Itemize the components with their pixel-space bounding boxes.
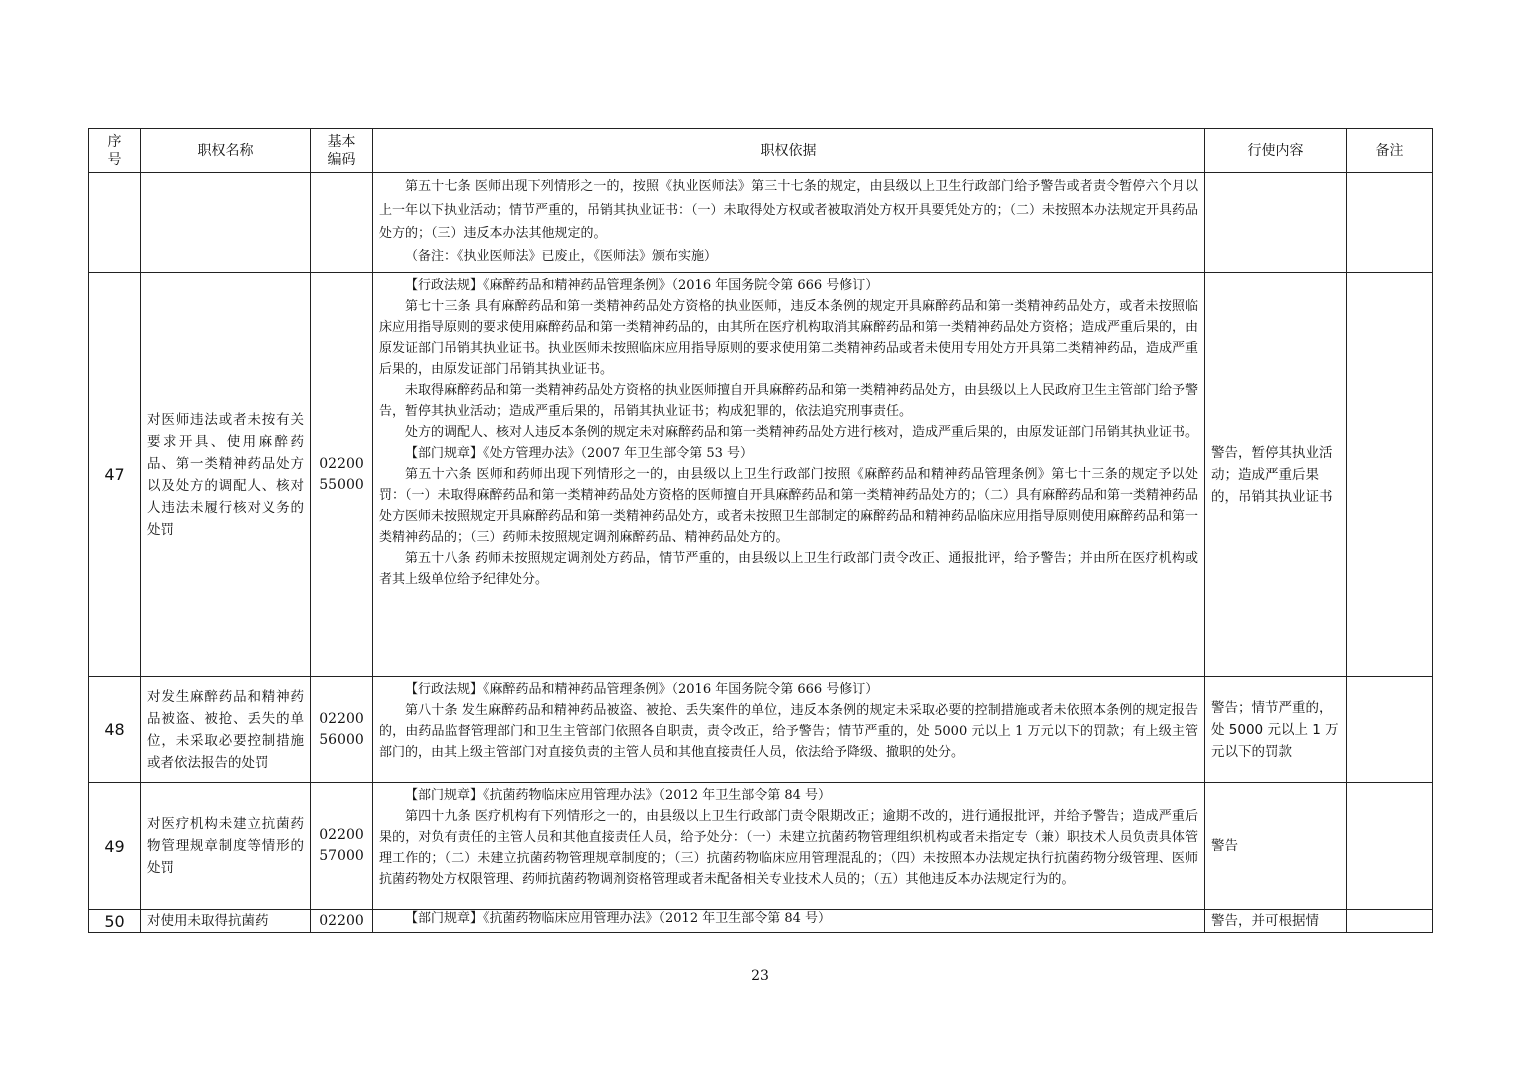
- basis-paragraph: 【行政法规】《麻醉药品和精神药品管理条例》（2016 年国务院令第 666 号修订）: [405, 278, 879, 293]
- basis-paragraph: 第七十三条 具有麻醉药品和第一类精神药品处方资格的执业医师，违反本条例的规定开具麻醉药品和第一类精神药品处方，或者未按照临床应用指导原则的要求使用麻醉药品和第一类精神药品的，由其所在医疗机构取消其麻醉药品和第一类精神药品处方资格；造成严重后果的，由原发证部门吊销其执业证书。执业医师未按照临床应用指导原则的要求使用第二类精神药品或者未使用专用处方开具第二类精神药品，造成严重后果的，由原发证部门吊销其执业证书。: [379, 299, 1199, 377]
- row-name: 对医师违法或者未按有关要求开具、使用麻醉药品、第一类精神药品处方以及处方的调配人、核对人违法未履行核对义务的处罚: [141, 273, 311, 677]
- row-content: 警告，暂停其执业活动；造成严重后果的，吊销其执业证书: [1205, 273, 1347, 677]
- table-row: [89, 173, 1433, 273]
- basis-paragraph: 第五十六条 医师和药师出现下列情形之一的，由县级以上卫生行政部门按照《麻醉药品和精神药品管理条例》第七十三条的规定予以处罚：（一）未取得麻醉药品和第一类精神药品处方资格的医师擅自开具麻醉药品和第一类精神药品处方的；（二）具有麻醉药品和第一类精神药品处方医师未按照规定开具麻醉药品和第一类精神药品处方，或者未按照卫生部制定的麻醉药品和精神药品临床应用指导原则使用麻醉药品和第一类精神药品的；（三）药师未按照规定调剂麻醉药品、精神药品处方的。: [379, 467, 1199, 545]
- basis-paragraph: 第五十八条 药师未按照规定调剂处方药品，情节严重的，由县级以上卫生行政部门责令改正、通报批评，给予警告；并由所在医疗机构或者其上级单位给予纪律处分。: [379, 551, 1198, 587]
- row-basis: [373, 783, 1205, 910]
- table-row: [89, 273, 1433, 677]
- authority-table: [88, 128, 1433, 933]
- basis-paragraph: （备注：《执业医师法》已废止，《医师法》颁布实施）: [405, 248, 718, 264]
- row-remark: [1347, 677, 1433, 783]
- header-seq: 序 号: [89, 129, 141, 173]
- row-content: 警告，并可根据情: [1205, 910, 1347, 933]
- table-row: [89, 910, 1433, 933]
- basis-paragraph: 处方的调配人、核对人违反本条例的规定未对麻醉药品和第一类精神药品处方进行核对，造成严重后果的，由原发证部门吊销其执业证书。: [405, 425, 1199, 440]
- row-remark: [1347, 273, 1433, 677]
- row-remark: [1347, 783, 1433, 910]
- table-row: [89, 783, 1433, 910]
- row-code: 02200 56000: [311, 677, 373, 783]
- row-name: 对医疗机构未建立抗菌药物管理规章制度等情形的处罚: [141, 783, 311, 910]
- row-name: [141, 173, 311, 273]
- row-content: 警告: [1205, 783, 1347, 910]
- row-basis: [373, 677, 1205, 783]
- basis-paragraph: 【部门规章】《抗菌药物临床应用管理办法》（2012 年卫生部令第 84 号）: [405, 788, 832, 803]
- basis-paragraph: 未取得麻醉药品和第一类精神药品处方资格的执业医师擅自开具麻醉药品和第一类精神药品处方，由县级以上人民政府卫生主管部门给予警告，暂停其执业活动；造成严重后果的，吊销其执业证书；构成犯罪的，依法追究刑事责任。: [379, 383, 1199, 419]
- row-seq: 49: [89, 783, 141, 910]
- page-number: 23: [751, 968, 769, 984]
- basis-paragraph: 【部门规章】《抗菌药物临床应用管理办法》（2012 年卫生部令第 84 号）: [405, 911, 832, 926]
- row-content: 警告；情节严重的，处 5000 元以上 1 万元以下的罚款: [1205, 677, 1347, 783]
- row-basis: [373, 273, 1205, 677]
- header-remark: 备注: [1347, 129, 1433, 173]
- row-remark: [1347, 173, 1433, 273]
- header-row: [89, 129, 1433, 173]
- row-code: 02200 55000: [311, 273, 373, 677]
- row-code: [311, 173, 373, 273]
- row-seq: 47: [89, 273, 141, 677]
- basis-paragraph: 第八十条 发生麻醉药品和精神药品被盗、被抢、丢失案件的单位，违反本条例的规定未采取必要的控制措施或者未依照本条例的规定报告的，由药品监督管理部门和卫生主管部门依照各自职责，责令改正，给予警告；情节严重的，处 5000 元以上 1 万元以下的罚款；有上级主管部门的，由其上级主管部门对直接负责的主管人员和其他直接责任人员，依法给予降级、撤职的处分。: [379, 703, 1198, 760]
- table-row: [89, 677, 1433, 783]
- header-content: 行使内容: [1205, 129, 1347, 173]
- header-code: 基本 编码: [311, 129, 373, 173]
- basis-paragraph: 第五十七条 医师出现下列情形之一的，按照《执业医师法》第三十七条的规定，由县级以上卫生行政部门给予警告或者责令暂停六个月以上一年以下执业活动；情节严重的，吊销其执业证书：（一）未取得处方权或者被取消处方权开具要凭处方的；（二）未按照本办法规定开具药品处方的；（三）违反本办法其他规定的。: [379, 179, 1199, 241]
- row-remark: [1347, 910, 1433, 933]
- basis-paragraph: 【部门规章】《处方管理办法》（2007 年卫生部令第 53 号）: [405, 446, 754, 461]
- row-basis: [373, 173, 1205, 273]
- basis-paragraph: 第四十九条 医疗机构有下列情形之一的，由县级以上卫生行政部门责令限期改正；逾期不改的，进行通报批评，并给予警告；造成严重后果的，对负有责任的主管人员和其他直接责任人员，给予处分：（一）未建立抗菌药物管理组织机构或者未指定专（兼）职技术人员负责具体管理工作的；（二）未建立抗菌药物管理规章制度的；（三）抗菌药物临床应用管理混乱的；（四）未按照本办法规定执行抗菌药物分级管理、医师抗菌药物处方权限管理、药师抗菌药物调剂资格管理或者未配备相关专业技术人员的；（五）其他违反本办法规定行为的。: [379, 809, 1198, 887]
- header-name: 职权名称: [141, 129, 311, 173]
- row-content: [1205, 173, 1347, 273]
- row-seq: 50: [89, 910, 141, 933]
- row-basis: [373, 910, 1205, 933]
- header-basis: 职权依据: [373, 129, 1205, 173]
- row-code: 02200: [311, 910, 373, 933]
- row-seq: 48: [89, 677, 141, 783]
- row-name: 对发生麻醉药品和精神药品被盗、被抢、丢失的单位，未采取必要控制措施或者依法报告的处罚: [141, 677, 311, 783]
- row-name: 对使用未取得抗菌药: [141, 910, 311, 933]
- row-seq: [89, 173, 141, 273]
- basis-paragraph: 【行政法规】《麻醉药品和精神药品管理条例》（2016 年国务院令第 666 号修订）: [405, 682, 879, 697]
- row-code: 02200 57000: [311, 783, 373, 910]
